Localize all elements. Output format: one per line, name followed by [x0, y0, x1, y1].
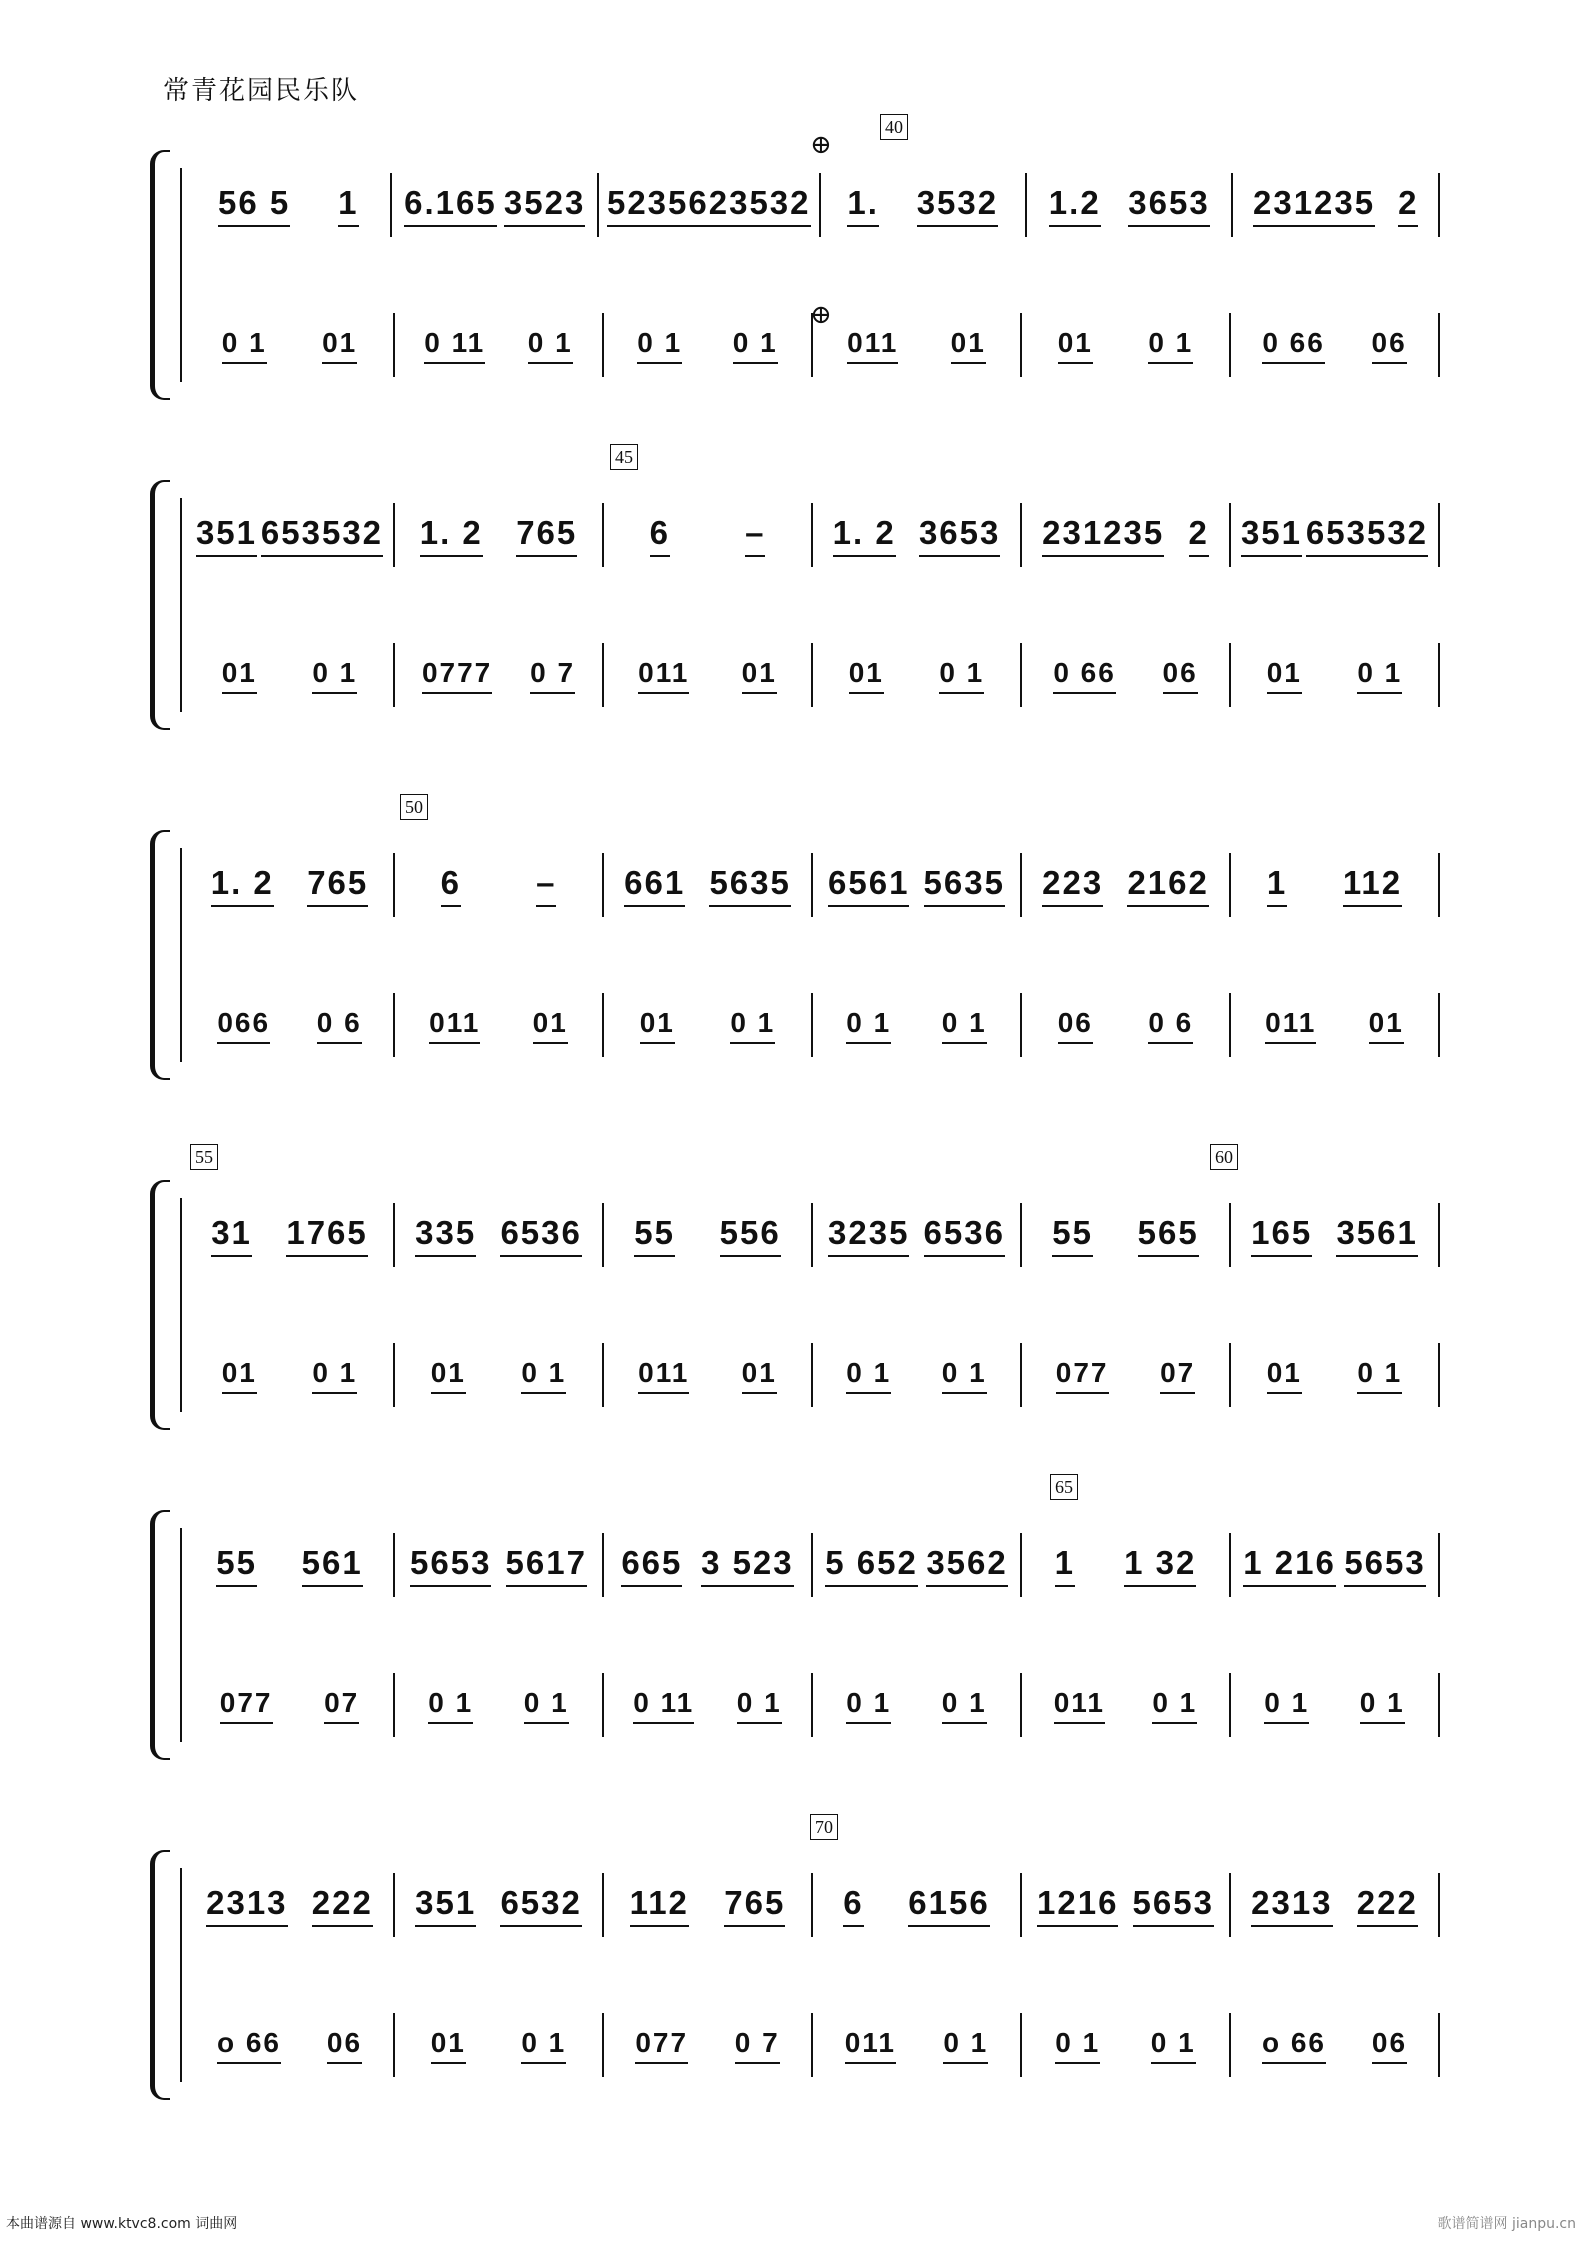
- note-group: 0 1: [1152, 1687, 1197, 1724]
- note-group: 5617: [506, 1544, 587, 1587]
- measure: [395, 503, 604, 567]
- measure: [813, 853, 1022, 917]
- note-group: 01: [431, 1357, 466, 1394]
- note-group: 0 11: [633, 1687, 694, 1724]
- measure: [813, 503, 1022, 567]
- measure: [1231, 1673, 1440, 1737]
- note-group: 112: [1343, 864, 1402, 907]
- system-barline-start: [180, 498, 182, 712]
- measure: [186, 1873, 395, 1937]
- measure: [186, 643, 395, 707]
- note-group: 653532: [1306, 514, 1428, 557]
- measure: [1022, 313, 1231, 377]
- measure: [604, 993, 813, 1057]
- score-system: [150, 117, 1440, 400]
- measure: [604, 313, 813, 377]
- measure: [604, 1533, 813, 1597]
- note-group: 2313: [1251, 1884, 1332, 1927]
- measure: [395, 1873, 604, 1937]
- measure: [813, 1673, 1022, 1737]
- measure: [186, 173, 392, 237]
- note-group: 1: [1267, 864, 1287, 907]
- note-group: 6536: [500, 1214, 581, 1257]
- measure: [1022, 1203, 1231, 1267]
- note-group: 3 523: [701, 1544, 794, 1587]
- note-group: 01: [1267, 657, 1302, 694]
- note-group: 01: [951, 327, 986, 364]
- system-brace: [150, 480, 170, 730]
- note-group: 6536: [924, 1214, 1005, 1257]
- note-group: 0 1: [524, 1687, 569, 1724]
- note-group: 01: [431, 2027, 466, 2064]
- note-group: 0 1: [312, 657, 357, 694]
- note-group: 31: [211, 1214, 252, 1257]
- measure: [604, 1203, 813, 1267]
- measure-number: 60: [1210, 1144, 1238, 1170]
- note-group: 3523: [504, 184, 585, 227]
- upper-staff: [186, 1530, 1440, 1600]
- score-system: [150, 447, 1440, 730]
- measure: [1231, 2013, 1440, 2077]
- measure: [604, 1873, 813, 1937]
- note-group: 1: [1055, 1544, 1075, 1587]
- measure-number: 50: [400, 794, 428, 820]
- measure: [813, 993, 1022, 1057]
- score-system: [150, 1477, 1440, 1760]
- note-group: 5653: [1133, 1884, 1214, 1927]
- note-group: 06: [1163, 657, 1198, 694]
- note-group: 0 1: [521, 1357, 566, 1394]
- measure: [813, 1203, 1022, 1267]
- system-barline-start: [180, 1528, 182, 1742]
- lower-staff: [186, 1670, 1440, 1740]
- system-brace: [150, 150, 170, 400]
- measure: [1231, 1873, 1440, 1937]
- note-group: 3561: [1336, 1214, 1417, 1257]
- upper-staff: [186, 850, 1440, 920]
- note-group: 011: [638, 657, 689, 694]
- note-group: 066: [217, 1007, 270, 1044]
- note-group: 3653: [1128, 184, 1209, 227]
- footer-watermark: 歌谱简谱网 jianpu.cn: [1437, 2216, 1576, 2232]
- note-group: 0 1: [733, 327, 778, 364]
- note-group: 0 1: [1055, 2027, 1100, 2064]
- note-group: 077: [1056, 1357, 1109, 1394]
- note-group: 01: [222, 1357, 257, 1394]
- note-group: 5653: [1344, 1544, 1425, 1587]
- measure: [1231, 993, 1440, 1057]
- footer-source: 本曲谱源自 www.ktvc8.com 词曲网: [6, 2216, 238, 2232]
- note-group: 2: [1189, 514, 1209, 557]
- measure: [395, 1673, 604, 1737]
- upper-staff: [186, 170, 1440, 240]
- measure: [1231, 313, 1440, 377]
- note-group: 351: [1241, 514, 1302, 557]
- note-group: o 66: [217, 2027, 281, 2064]
- measure: [186, 853, 395, 917]
- note-group: 5653: [410, 1544, 491, 1587]
- note-group: 0 1: [737, 1687, 782, 1724]
- note-group: 011: [429, 1007, 480, 1044]
- note-group: 06: [1058, 1007, 1093, 1044]
- note-group: 5 652: [825, 1544, 918, 1587]
- measure: [186, 1343, 395, 1407]
- note-group: 661: [624, 864, 685, 907]
- measure: [395, 643, 604, 707]
- note-group: 01: [322, 327, 357, 364]
- note-group: 5635: [709, 864, 790, 907]
- note-group: 55: [216, 1544, 257, 1587]
- note-group: 011: [847, 327, 898, 364]
- coda-icon: ⊕: [810, 300, 832, 330]
- note-group: 0 1: [428, 1687, 473, 1724]
- measure: [1027, 173, 1233, 237]
- lower-staff: [186, 2010, 1440, 2080]
- note-group: 665: [621, 1544, 682, 1587]
- system-brace: [150, 830, 170, 1080]
- note-group: 765: [724, 1884, 785, 1927]
- note-group: 0 1: [730, 1007, 775, 1044]
- note-group: 011: [1265, 1007, 1316, 1044]
- note-group: 0 1: [942, 1357, 987, 1394]
- measure: [186, 993, 395, 1057]
- measure: [186, 1203, 395, 1267]
- measure: [1022, 1873, 1231, 1937]
- note-group: 0 1: [846, 1007, 891, 1044]
- note-group: 1. 2: [833, 514, 896, 557]
- note-group: 335: [415, 1214, 476, 1257]
- note-group: 0 66: [1053, 657, 1116, 694]
- note-group: 6: [843, 1884, 863, 1927]
- note-group: 1. 2: [211, 864, 274, 907]
- note-group: 0 7: [735, 2027, 780, 2064]
- measure: [395, 853, 604, 917]
- note-group: 3235: [828, 1214, 909, 1257]
- note-group: 011: [1054, 1687, 1105, 1724]
- note-group: 06: [327, 2027, 362, 2064]
- measure: [813, 1533, 1022, 1597]
- lower-staff: [186, 990, 1440, 1060]
- measure: [395, 313, 604, 377]
- measure: [813, 1343, 1022, 1407]
- measure: [813, 1873, 1022, 1937]
- note-group: 0 1: [846, 1687, 891, 1724]
- measure: [395, 993, 604, 1057]
- measure: [1233, 173, 1439, 237]
- system-brace: [150, 1180, 170, 1430]
- lower-staff: [186, 1340, 1440, 1410]
- note-group: 0 1: [939, 657, 984, 694]
- measure-number: 45: [610, 444, 638, 470]
- note-group: –: [536, 864, 556, 907]
- note-group: 06: [1372, 2027, 1407, 2064]
- upper-staff: [186, 500, 1440, 570]
- note-group: 01: [742, 1357, 777, 1394]
- note-group: 0 1: [312, 1357, 357, 1394]
- note-group: 6532: [500, 1884, 581, 1927]
- system-brace: [150, 1510, 170, 1760]
- measure: [604, 643, 813, 707]
- note-group: 231235: [1042, 514, 1164, 557]
- score-system: [150, 1817, 1440, 2100]
- measure: [392, 173, 598, 237]
- measure: [186, 1533, 395, 1597]
- note-group: 5635: [924, 864, 1005, 907]
- note-group: 6: [441, 864, 461, 907]
- measure: [186, 503, 395, 567]
- note-group: 623532: [688, 184, 810, 227]
- note-group: 0 1: [1148, 327, 1193, 364]
- system-barline-start: [180, 1868, 182, 2082]
- measure: [1022, 643, 1231, 707]
- measure-number: 65: [1050, 1474, 1078, 1500]
- measure: [604, 2013, 813, 2077]
- upper-staff: [186, 1870, 1440, 1940]
- note-group: 0 1: [1357, 1357, 1402, 1394]
- note-group: 01: [1058, 327, 1093, 364]
- note-group: 01: [222, 657, 257, 694]
- note-group: 6156: [908, 1884, 989, 1927]
- measure: [604, 1343, 813, 1407]
- note-group: 0 1: [521, 2027, 566, 2064]
- note-group: 6: [650, 514, 670, 557]
- measure: [186, 2013, 395, 2077]
- measure: [599, 173, 821, 237]
- coda-icon: ⊕: [810, 130, 832, 160]
- note-group: 2: [1398, 184, 1418, 227]
- note-group: 0 6: [317, 1007, 362, 1044]
- upper-staff: [186, 1200, 1440, 1270]
- note-group: 1 216: [1243, 1544, 1336, 1587]
- note-group: 01: [640, 1007, 675, 1044]
- note-group: 0777: [422, 657, 492, 694]
- system-barline-start: [180, 168, 182, 382]
- note-group: 0 7: [530, 657, 575, 694]
- note-group: 55: [1052, 1214, 1093, 1257]
- measure: [395, 2013, 604, 2077]
- note-group: 0 6: [1148, 1007, 1193, 1044]
- note-group: 011: [638, 1357, 689, 1394]
- note-group: 565: [1138, 1214, 1199, 1257]
- note-group: 223: [1042, 864, 1103, 907]
- note-group: 01: [742, 657, 777, 694]
- note-group: 1765: [286, 1214, 367, 1257]
- note-group: 0 1: [1357, 657, 1402, 694]
- note-group: 0 1: [942, 1007, 987, 1044]
- measure: [1022, 2013, 1231, 2077]
- measure: [1022, 1343, 1231, 1407]
- note-group: –: [745, 514, 765, 557]
- note-group: 351: [415, 1884, 476, 1927]
- note-group: 07: [1160, 1357, 1195, 1394]
- note-group: 765: [516, 514, 577, 557]
- note-group: 56 5: [218, 184, 290, 227]
- note-group: 077: [635, 2027, 688, 2064]
- note-group: 2313: [206, 1884, 287, 1927]
- note-group: 351: [196, 514, 257, 557]
- measure: [395, 1203, 604, 1267]
- measure: [1231, 1203, 1440, 1267]
- note-group: 3653: [919, 514, 1000, 557]
- measure: [821, 173, 1027, 237]
- note-group: 3562: [926, 1544, 1007, 1587]
- note-group: 01: [1369, 1007, 1404, 1044]
- note-group: 222: [312, 1884, 373, 1927]
- measure: [1231, 643, 1440, 707]
- note-group: 765: [307, 864, 368, 907]
- note-group: 0 1: [943, 2027, 988, 2064]
- measure-number: 40: [880, 114, 908, 140]
- note-group: 112: [630, 1884, 689, 1927]
- measure: [1022, 853, 1231, 917]
- note-group: 07: [324, 1687, 359, 1724]
- measure-number: 70: [810, 1814, 838, 1840]
- measure: [1231, 1343, 1440, 1407]
- note-group: 6.165: [404, 184, 497, 227]
- score-system: [150, 1147, 1440, 1430]
- score-system: [150, 797, 1440, 1080]
- note-group: 011: [845, 2027, 896, 2064]
- note-group: 1.2: [1049, 184, 1101, 227]
- note-group: 2162: [1127, 864, 1208, 907]
- note-group: 1 32: [1124, 1544, 1196, 1587]
- note-group: 01: [533, 1007, 568, 1044]
- note-group: 1216: [1037, 1884, 1118, 1927]
- measure: [1022, 503, 1231, 567]
- note-group: 1: [338, 184, 358, 227]
- note-group: 653532: [261, 514, 383, 557]
- note-group: 077: [220, 1687, 273, 1724]
- note-group: 1. 2: [420, 514, 483, 557]
- system-brace: [150, 1850, 170, 2100]
- note-group: 222: [1357, 1884, 1418, 1927]
- measure: [813, 313, 1022, 377]
- measure: [395, 1533, 604, 1597]
- note-group: 3532: [917, 184, 998, 227]
- note-group: 165: [1251, 1214, 1312, 1257]
- measure: [395, 1343, 604, 1407]
- measure: [813, 643, 1022, 707]
- note-group: 0 66: [1262, 327, 1325, 364]
- note-group: 0 1: [222, 327, 267, 364]
- measure-number: 55: [190, 1144, 218, 1170]
- note-group: 0 1: [1360, 1687, 1405, 1724]
- note-group: 0 1: [846, 1357, 891, 1394]
- score-title: 常青花园民乐队: [163, 76, 360, 106]
- measure: [1231, 503, 1440, 567]
- note-group: 6561: [828, 864, 909, 907]
- note-group: 0 1: [637, 327, 682, 364]
- measure: [1231, 1533, 1440, 1597]
- measure: [1022, 993, 1231, 1057]
- measure: [604, 503, 813, 567]
- measure: [604, 1673, 813, 1737]
- measure: [813, 2013, 1022, 2077]
- note-group: 561: [302, 1544, 363, 1587]
- note-group: 556: [720, 1214, 781, 1257]
- note-group: 06: [1372, 327, 1407, 364]
- note-group: 231235: [1253, 184, 1375, 227]
- measure: [186, 313, 395, 377]
- measure: [186, 1673, 395, 1737]
- note-group: 55: [634, 1214, 675, 1257]
- note-group: 0 1: [942, 1687, 987, 1724]
- note-group: 0 1: [1151, 2027, 1196, 2064]
- measure: [1022, 1533, 1231, 1597]
- note-group: 0 1: [528, 327, 573, 364]
- note-group: 0 1: [1264, 1687, 1309, 1724]
- system-barline-start: [180, 1198, 182, 1412]
- note-group: 5235: [607, 184, 688, 227]
- measure: [1022, 1673, 1231, 1737]
- note-group: 1.: [847, 184, 879, 227]
- note-group: 0 11: [424, 327, 485, 364]
- measure: [1231, 853, 1440, 917]
- note-group: 01: [849, 657, 884, 694]
- measure: [604, 853, 813, 917]
- lower-staff: [186, 640, 1440, 710]
- system-barline-start: [180, 848, 182, 1062]
- note-group: 01: [1267, 1357, 1302, 1394]
- note-group: o 66: [1262, 2027, 1326, 2064]
